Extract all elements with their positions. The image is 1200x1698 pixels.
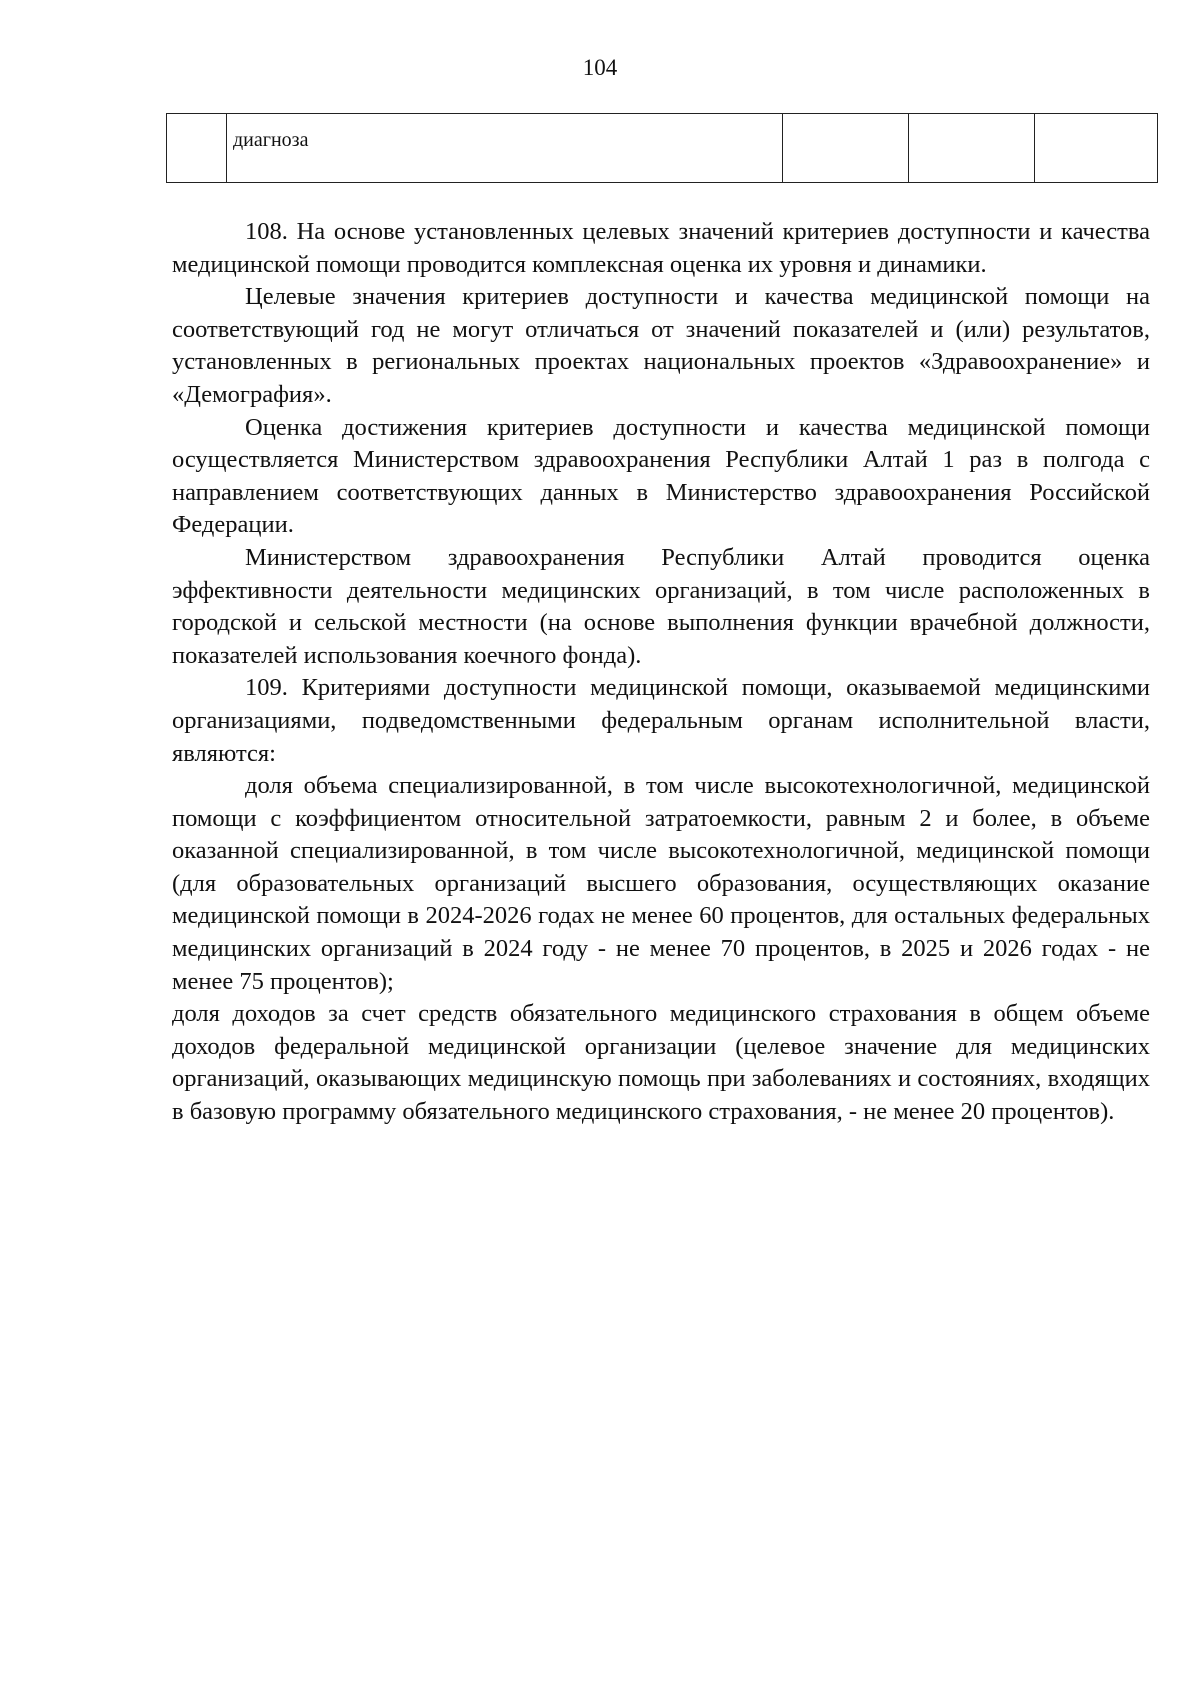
document-body [172,216,1150,1129]
paragraph-assessment: Оценка достижения критериев доступности и качества медицинской помощи осуществляется Министерством здравоохранения Республики Алтай 1 раз в полгода с направлением соответствующих данных в Министерство здравоохранения Российской Федерации. [172,413,1150,539]
paragraph-109: 109. Критериями доступности медицинской помощи, оказываемой медицинскими организациями, подведомственными федеральным органам исполнительной власти, являются: [172,674,1150,767]
paragraph-target-values: Целевые значения критериев доступности и качества медицинской помощи на соответствующий год не могут отличаться от значений показателей и (или) результатов, установленных в региональных проектах национальных проектов «Здравоохранение» и «Демография». [172,283,1150,408]
paragraph-108: 108. На основе установленных целевых значений критериев доступности и качества медицинской помощи проводится комплексная оценка их уровня и динамики. [172,218,1150,278]
continuation-table [166,113,1158,183]
paragraph-specialized-care: доля объема специализированной, в том числе высокотехнологичной, медицинской помощи с коэффициентом относительной затратоемкости, равным 2 и более, в объеме оказанной специализированной, в том числе высокотехнологичной, медицинской помощи (для образовательных организаций высшего образования, осуществляющих оказание медицинской помощи в 2024-2026 годах не менее 60 процентов, для остальных федеральных медицинских организаций в 2024 году - не менее 70 процентов, в 2025 и 2026 годах - не менее 75 процентов); [172,772,1150,995]
table-cell-value-3 [1035,114,1158,183]
table-cell-text: диагноза [227,114,783,183]
table-cell-value-1 [783,114,909,183]
paragraph-oms-income: доля доходов за счет средств обязательного медицинского страхования в общем объеме доходов федеральной медицинской организации (целевое значение для медицинских организаций, оказывающих медицинскую помощь при заболеваниях и состояниях, входящих в базовую программу обязательного медицинского страхования, - не менее 20 процентов). [172,1000,1150,1126]
table-cell-number [167,114,227,183]
paragraph-efficiency: Министерством здравоохранения Республики Алтай проводится оценка эффективности деятельности медицинских организаций, в том числе расположенных в городской и сельской местности (на основе выполнения функции врачебной должности, показателей использования коечного фонда). [172,543,1150,669]
table-cell-value-2 [909,114,1035,183]
page-number: 104 [582,55,618,80]
table-row [167,114,1158,183]
